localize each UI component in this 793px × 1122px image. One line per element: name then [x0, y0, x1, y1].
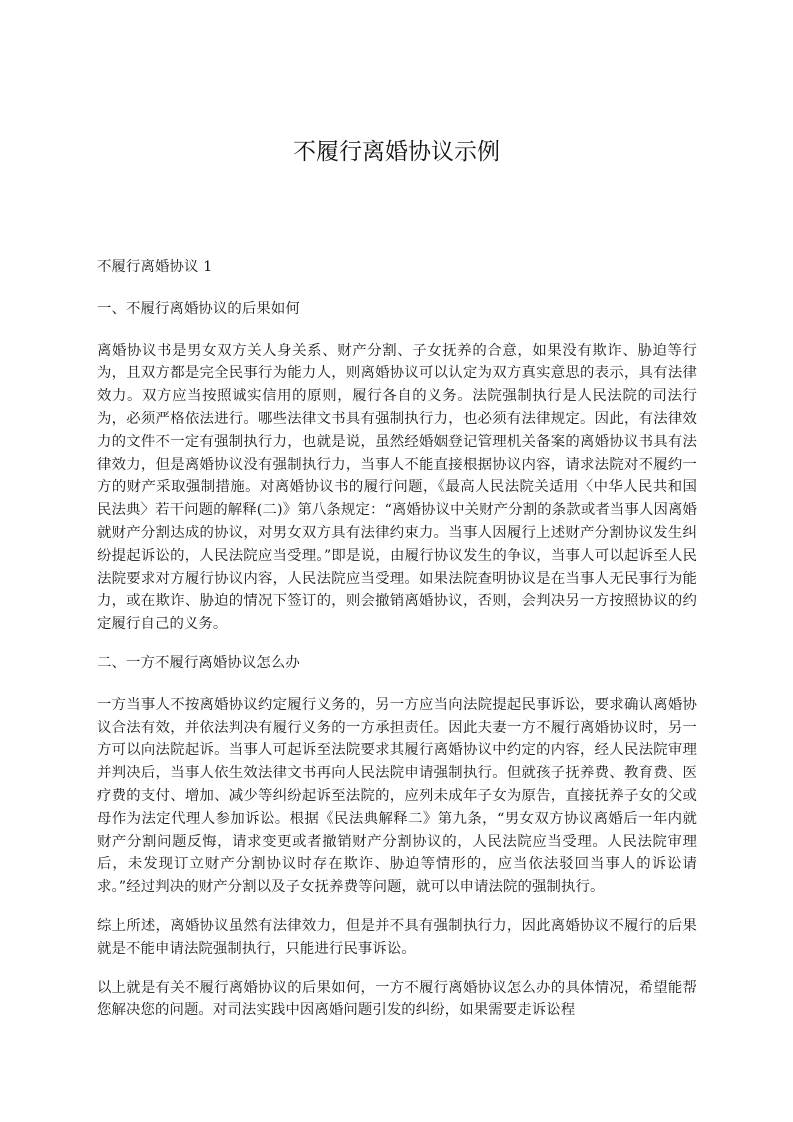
section1-heading: 一、不履行离婚协议的后果如何	[97, 300, 300, 317]
section1-paragraph: 离婚协议书是男女双方关人身关系、财产分割、子女抚养的合意，如果没有欺诈、胁迫等行为，且双方都是完全民事行为能力人，则离婚协议可以认定为双方真实意思的表示，具有法律效力。双方应当按照诚实信用的原则，履行各自的义务。法院强制执行是人民法院的司法行为，必须严格依法进行。哪些法律文书具有强制执行力，也必须有法律规定。因此，有法律效力的文件不一定有强制执行力，也就是说，虽然经婚姻登记管理机关备案的离婚协议书具有法律效力，但是离婚协议没有强制执行力，当事人不能直接根据协议内容，请求法院对不履约一方的财产采取强制措施。对离婚协议书的履行问题，《最高人民法院关适用〈中华人民共和国民法典〉若干问题的解释(二)》第八条规定：“离婚协议中关财产分割的条款或者当事人因离婚就财产分割达成的协议，对男女双方具有法律约束力。当事人因履行上述财产分割协议发生纠纷提起诉讼的，人民法院应当受理。”即是说，由履行协议发生的争议，当事人可以起诉至人民法院要求对方履行协议内容，人民法院应当受理。如果法院查明协议是在当事人无民事行为能力，或在欺诈、胁迫的情况下签订的，则会撤销离婚协议，否则，会判决另一方按照协议的约定履行自己的义务。	[97, 342, 697, 633]
document-subtitle: 不履行离婚协议 1	[97, 259, 213, 275]
document-title: 不履行离婚协议示例	[293, 139, 500, 165]
closing-paragraph: 以上就是有关不履行离婚协议的后果如何，一方不履行离婚协议怎么办的具体情况，希望能帮您解决您的问题。对司法实践中因离婚问题引发的纠纷，如果需要走诉讼程	[97, 979, 697, 1019]
document-body	[97, 256, 697, 1038]
section2-heading: 二、一方不履行离婚协议怎么办	[97, 654, 300, 671]
conclusion-paragraph: 综上所述，离婚协议虽然有法律效力，但是并不具有强制执行力，因此离婚协议不履行的后果就是不能申请法院强制执行，只能进行民事诉讼。	[97, 917, 697, 957]
section2-paragraph: 一方当事人不按离婚协议约定履行义务的，另一方应当向法院提起民事诉讼，要求确认离婚协议合法有效，并依法判决有履行义务的一方承担责任。因此夫妻一方不履行离婚协议时，另一方可以向法院起诉。当事人可起诉至法院要求其履行离婚协议中约定的内容，经人民法院审理并判决后，当事人依生效法律文书再向人民法院申请强制执行。但就孩子抚养费、教育费、医疗费的支付、增加、减少等纠纷起诉至法院的，应列未成年子女为原告，直接抚养子女的父或母作为法定代理人参加诉讼。根据《民法典解释二》第九条，“男女双方协议离婚后一年内就财产分割问题反悔，请求变更或者撤销财产分割协议的，人民法院应当受理。人民法院审理后，未发现订立财产分割协议时存在欺诈、胁迫等情形的，应当依法驳回当事人的诉讼请求。”经过判决的财产分割以及子女抚养费等问题，就可以申请法院的强制执行。	[97, 696, 697, 896]
